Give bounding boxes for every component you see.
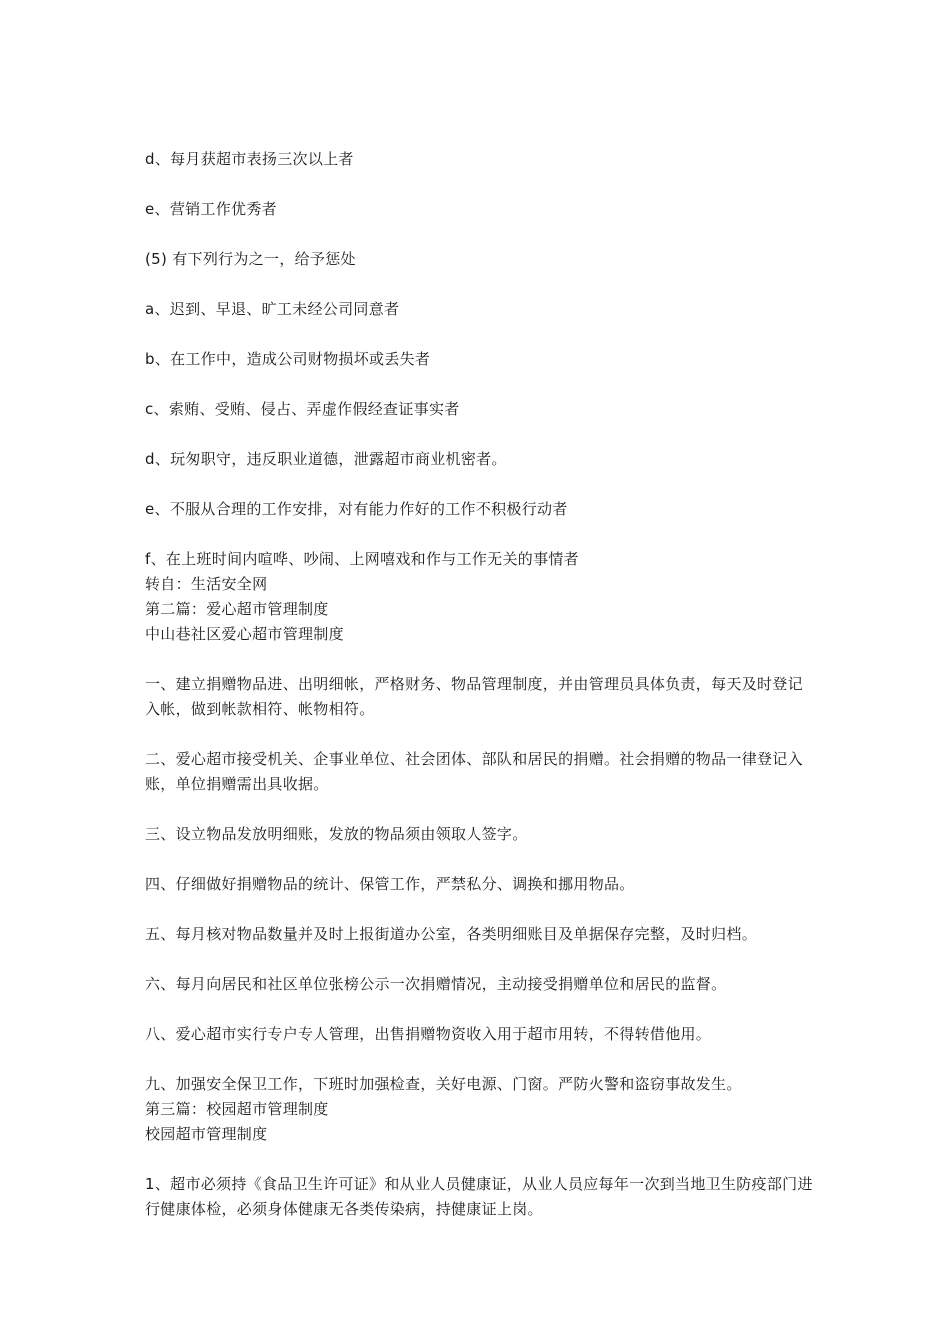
section-title: 中山巷社区爱心超市管理制度 xyxy=(145,625,344,643)
text-line: f、在上班时间内喧哗、吵闹、上网嘻戏和作与工作无关的事情者 xyxy=(145,550,579,568)
paragraph: 1、超市必须持《食品卫生许可证》和从业人员健康证，从业人员应每年一次到当地卫生防疫部门进行健康体检，必须身体健康无各类传染病，持健康证上岗。 xyxy=(145,1175,813,1218)
section-heading: 第二篇：爱心超市管理制度 xyxy=(145,600,329,618)
paragraph: 八、爱心超市实行专户专人管理，出售捐赠物资收入用于超市用转，不得转借他用。 xyxy=(145,1025,712,1043)
paragraph: 二、爱心超市接受机关、企事业单位、社会团体、部队和居民的捐赠。社会捐赠的物品一律登记入账，单位捐赠需出具收据。 xyxy=(145,750,803,793)
section-heading: 第三篇：校园超市管理制度 xyxy=(145,1100,329,1118)
text-line: c、索贿、受贿、侵占、弄虚作假经查证事实者 xyxy=(145,400,460,418)
document-body xyxy=(145,147,815,1222)
text-line: d、每月获超市表扬三次以上者 xyxy=(145,150,354,168)
paragraph: 四、仔细做好捐赠物品的统计、保管工作，严禁私分、调换和挪用物品。 xyxy=(145,875,635,893)
section-title: 校园超市管理制度 xyxy=(145,1125,268,1143)
paragraph: 五、每月核对物品数量并及时上报街道办公室，各类明细账目及单据保存完整，及时归档。 xyxy=(145,925,758,943)
text-line: d、玩匆职守，违反职业道德，泄露超市商业机密者。 xyxy=(145,450,507,468)
paragraph: 六、每月向居民和社区单位张榜公示一次捐赠情况，主动接受捐赠单位和居民的监督。 xyxy=(145,975,727,993)
text-line: a、迟到、早退、旷工未经公司同意者 xyxy=(145,300,400,318)
paragraph: 一、建立捐赠物品进、出明细帐，严格财务、物品管理制度，并由管理员具体负责，每天及时登记入帐，做到帐款相符、帐物相符。 xyxy=(145,675,803,718)
source-note: 转自：生活安全网 xyxy=(145,575,268,593)
text-line: (5) 有下列行为之一，给予惩处 xyxy=(145,250,356,268)
text-line: e、不服从合理的工作安排，对有能力作好的工作不积极行动者 xyxy=(145,500,568,518)
paragraph: 九、加强安全保卫工作，下班时加强检查，关好电源、门窗。严防火警和盗窃事故发生。 xyxy=(145,1075,742,1093)
paragraph: 三、设立物品发放明细账，发放的物品须由领取人签字。 xyxy=(145,825,528,843)
text-line: b、在工作中，造成公司财物损坏或丢失者 xyxy=(145,350,431,368)
text-line: e、营销工作优秀者 xyxy=(145,200,277,218)
